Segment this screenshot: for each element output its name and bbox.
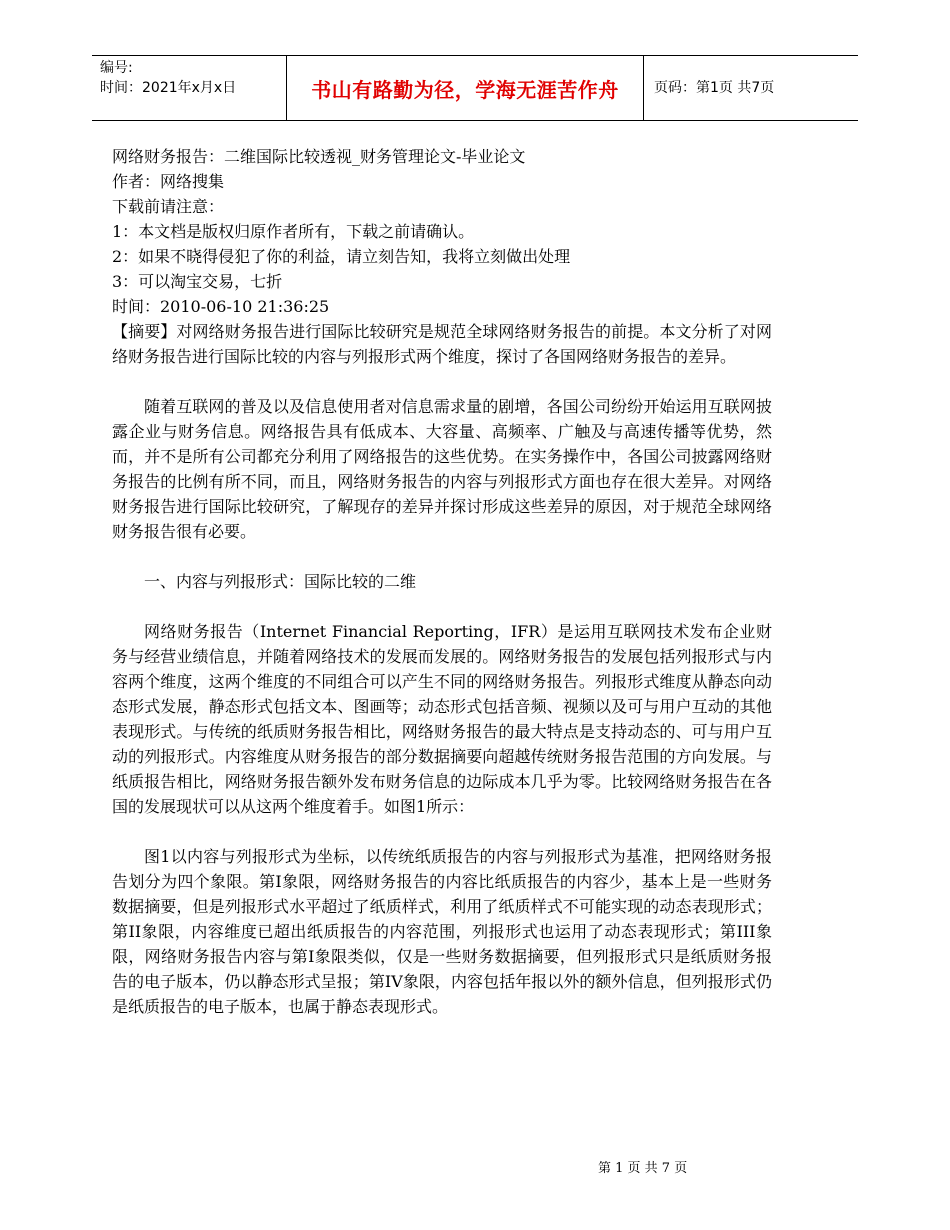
motto-text: 书山有路勤为径，学海无涯苦作舟: [311, 77, 619, 102]
notice-heading: 下载前请注意：: [112, 197, 225, 216]
page-footer: 第 1 页 共 7 页: [598, 1161, 688, 1176]
notice-item-3: 3：可以淘宝交易，七折: [112, 272, 283, 291]
body-paragraph-2: 网络财务报告（Internet Financial Reporting，IFR）是运用互联网技术发布企业财务与经营业绩信息，并随着网络技术的发展而发展的。网络财务报告的发展包括列报形式与内容两个维度，这两个维度的不同组合可以产生不同的网络财务报告。列报形式维度从静态向动态形式发展，静态形式包括文本、图画等；动态形式包括音频、视频以及可与用户互动的其他表现形式。与传统的纸质财务报告相比，网络财务报告的最大特点是支持动态的、可与用户互动的列报形式。内容维度从财务报告的部分数据摘要向超越传统财务报告范围的方向发展。与纸质报告相比，网络财务报告额外发布财务信息的边际成本几乎为零。比较网络财务报告在各国的发展现状可以从这两个维度着手。如图1所示：: [112, 622, 772, 816]
abstract-paragraph: 【摘要】对网络财务报告进行国际比较研究是规范全球网络财务报告的前提。本文分析了对网络财务报告进行国际比较的内容与列报形式两个维度，探讨了各国网络财务报告的差异。: [112, 322, 772, 366]
body-paragraph-3: 图1以内容与列报形式为坐标，以传统纸质报告的内容与列报形式为基准，把网络财务报告划分为四个象限。第I象限，网络财务报告的内容比纸质报告的内容少，基本上是一些财务数据摘要，但是列报形式水平超过了纸质样式，利用了纸质样式不可能实现的动态表现形式；第II象限，内容维度已超出纸质报告的内容范围，列报形式也运用了动态表现形式；第III象限，网络财务报告内容与第I象限类似，仅是一些财务数据摘要，但列报形式只是纸质财务报告的电子版本，仍以静态形式呈报；第IV象限，内容包括年报以外的额外信息，但列报形式仍是纸质报告的电子版本，也属于静态表现形式。: [112, 847, 772, 1016]
time-label: 时间：2021年x月x日: [100, 80, 237, 96]
document-meta: [112, 144, 772, 319]
header-motto-cell: [286, 56, 644, 120]
header-page-cell: [644, 56, 858, 120]
number-label: 编号:: [100, 60, 133, 76]
document-content: [112, 144, 772, 1019]
notice-item-2: 2：如果不晓得侵犯了你的利益，请立刻告知，我将立刻做出处理: [112, 247, 571, 266]
section-heading-1: 一、内容与列报形式：国际比较的二维: [144, 572, 417, 591]
author-line: 作者：网络搜集: [112, 172, 225, 191]
page-info: 页码：第1页 共7页: [654, 80, 775, 96]
document-body: [112, 319, 772, 1019]
time-line: 时间：2010-06-10 21:36:25: [112, 297, 330, 316]
header-left-cell: [92, 56, 286, 120]
page-header: [92, 55, 858, 121]
document-title: 网络财务报告：二维国际比较透视_财务管理论文-毕业论文: [112, 147, 526, 166]
notice-item-1: 1：本文档是版权归原作者所有，下载之前请确认。: [112, 222, 475, 241]
body-paragraph-1: 随着互联网的普及以及信息使用者对信息需求量的剧增，各国公司纷纷开始运用互联网披露企业与财务信息。网络报告具有低成本、大容量、高频率、广触及与高速传播等优势，然而，并不是所有公司都充分利用了网络报告的这些优势。在实务操作中，各国公司披露网络财务报告的比例有所不同，而且，网络财务报告的内容与列报形式方面也存在很大差异。对网络财务报告进行国际比较研究，了解现存的差异并探讨形成这些差异的原因，对于规范全球网络财务报告很有必要。: [112, 397, 772, 541]
